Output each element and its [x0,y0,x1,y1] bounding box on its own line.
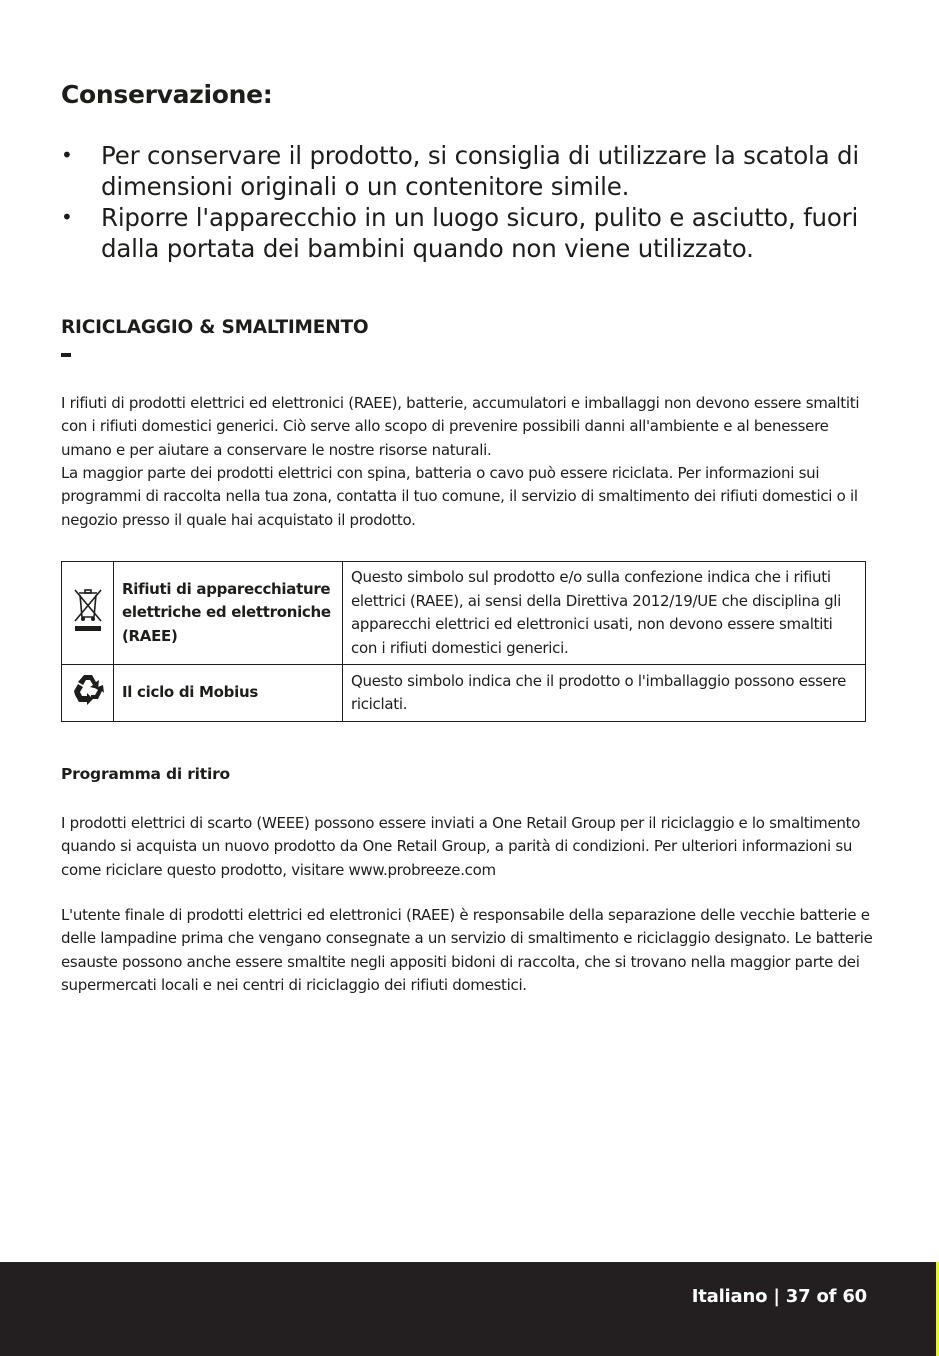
recycling-paragraph-2: La maggior parte dei prodotti elettrici con spina, batteria o cavo può essere riciclata. Per informazioni sui programmi di raccolta nella tua zona, contatta il tuo comune, il servizio di smaltimento dei rifiuti domestici o il negozio presso il quale hai acquistato il prodotto. [61,464,858,529]
table-row [62,562,866,665]
table-cell-description: Questo simbolo sul prodotto e/o sulla confezione indica che i rifiuti elettrici (RAEE), ai sensi della Direttiva 2012/19/UE che disciplina gli apparecchi elettrici ed elettronici usati, non devono essere smaltiti con i rifiuti domestici generici. [343,562,866,665]
list-item [61,202,881,264]
bullet-icon: • [61,205,73,229]
storage-heading: Conservazione: [61,80,273,109]
table-cell-icon [62,665,114,722]
table-row [62,665,866,722]
table-cell-description: Questo simbolo indica che il prodotto o l'imballaggio possono essere riciclati. [343,665,866,722]
bullet-icon: • [61,143,73,167]
takeback-paragraph-1: I prodotti elettrici di scarto (WEEE) possono essere inviati a One Retail Group per il riciclaggio e lo smaltimento quando si acquista un nuovo prodotto da One Retail Group, a parità di condizioni. Per ulteriori informazioni su come riciclare questo prodotto, visitare www.probreeze.com [61,814,861,879]
bullet-text: Riporre l'apparecchio in un luogo sicuro, pulito e asciutto, fuori dalla portata dei bambini quando non viene utilizzato. [101,203,859,263]
symbols-table [61,561,866,722]
takeback-paragraph-2: L'utente finale di prodotti elettrici ed elettronici (RAEE) è responsabile della separazione delle vecchie batterie e delle lampadine prima che vengano consegnate a un servizio di smaltimento e riciclaggio designato. Le batterie esauste possono anche essere smaltite negli appositi bidoni di raccolta, che si trovano nella maggior parte dei supermercati locali e nei centri di riciclaggio dei rifiuti domestici. [61,906,873,995]
bullet-text: Per conservare il prodotto, si consiglia di utilizzare la scatola di dimensioni originali o un contenitore simile. [101,141,859,201]
crossed-out-bin-icon [72,585,104,633]
page-footer [0,1262,939,1356]
table-cell-name: Rifiuti di apparecchiature elettriche ed elettroniche (RAEE) [114,562,343,665]
recycling-paragraph-1: I rifiuti di prodotti elettrici ed elettronici (RAEE), batterie, accumulatori e imballaggi non devono essere smaltiti con i rifiuti domestici generici. Ciò serve allo scopo di prevenire possibili danni all'ambiente e al benessere umano e per aiutare a conservare le nostre risorse naturali. [61,394,860,459]
list-item [61,140,881,202]
table-cell-name: Il ciclo di Mobius [114,665,343,722]
takeback-heading: Programma di ritiro [61,765,230,783]
recycle-icon [70,671,106,707]
storage-bullet-list [61,140,881,264]
recycling-heading: RICICLAGGIO & SMALTIMENTO [61,317,369,338]
heading-underline-divider [61,353,71,357]
table-cell-icon [62,562,114,665]
page-number-label: Italiano | 37 of 60 [691,1286,867,1307]
